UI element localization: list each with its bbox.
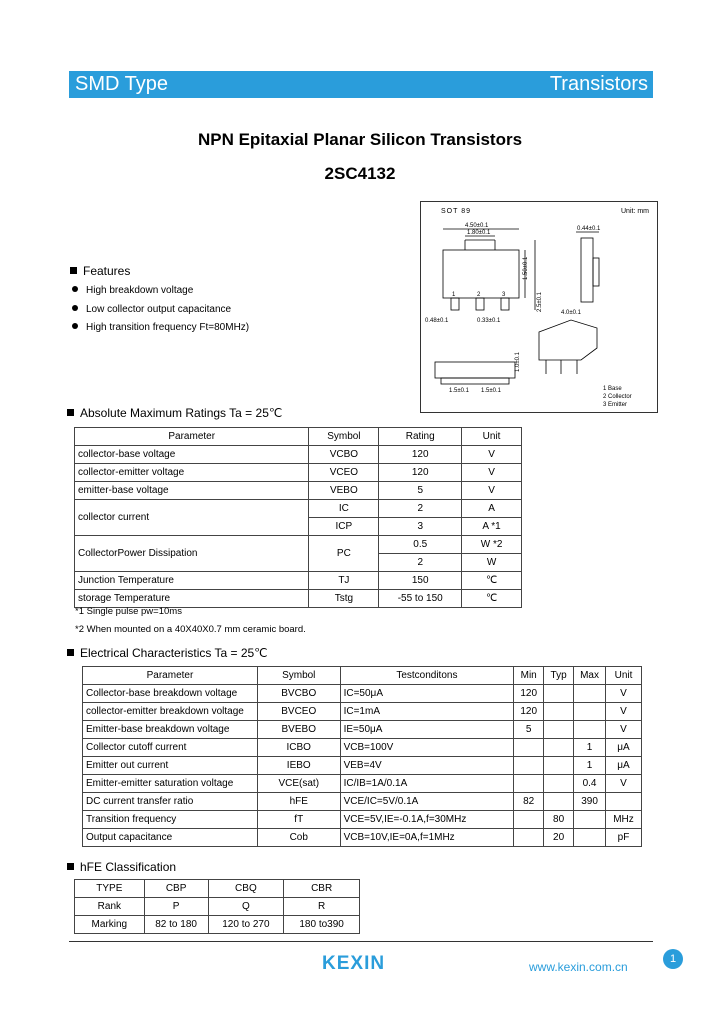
bullet-square-icon (70, 267, 77, 274)
header-right: Transistors (549, 73, 648, 95)
table-row: collector-emitter voltage VCEO 120 V (75, 464, 522, 482)
front-view-leads (441, 378, 509, 384)
abs-max-table (74, 427, 522, 608)
table-header-row (75, 428, 522, 446)
package-unit: Unit: mm (621, 208, 649, 215)
bullet-square-icon (67, 863, 74, 870)
table-row: Collector cutoff current ICBO VCB=100V 1 μA (83, 739, 642, 757)
front-view-body (435, 362, 515, 378)
package-outline-svg (421, 202, 659, 414)
feature-item: Low collector output capacitance (72, 304, 231, 315)
dim-text-9: 4.0±0.1 (561, 310, 581, 316)
dim-text-10: 1.5±0.1 (449, 388, 469, 394)
bullet-dot-icon (72, 305, 78, 311)
table-row: Emitter-base breakdown voltage BVEBO IE=50μA 5 V (83, 721, 642, 739)
table-row: CollectorPower Dissipation PC 0.5 W *2 (75, 536, 522, 554)
feature-item: High transition frequency Ft=80MHz) (72, 322, 249, 333)
dim-text-1: 4.50±0.1 (465, 223, 489, 229)
dim-text-8: 1.0±0.1 (515, 352, 521, 372)
table-row: Output capacitance Cob VCB=10V,IE=0A,f=1MHz 20 pF (83, 829, 642, 847)
table-row: DC current transfer ratio hFE VCE/IC=5V/0.1A 82 390 (83, 793, 642, 811)
side-view-lead (593, 258, 599, 286)
col-header: Parameter (75, 428, 309, 446)
dim-text-6: 0.44±0.1 (577, 226, 601, 232)
table-row: Marking 82 to 180 120 to 270 180 to390 (75, 916, 360, 934)
header-banner (69, 71, 653, 98)
footer-divider (69, 941, 653, 942)
pin-label-3: 3 (502, 292, 506, 298)
table-row: Transition frequency fT VCE=5V,IE=-0.1A,f=30MHz 80 MHz (83, 811, 642, 829)
page-number: 1 (663, 949, 683, 969)
iso-view-leads (546, 360, 577, 374)
pin-label-1: 1 (452, 292, 456, 298)
table-row: collector-base voltage VCBO 120 V (75, 446, 522, 464)
bullet-dot-icon (72, 286, 78, 292)
col-header: Symbol (309, 428, 379, 446)
pin-3-lead (501, 298, 509, 310)
dim-text-5: 1.50±0.1 (523, 256, 529, 280)
iso-view-body (539, 320, 597, 360)
feature-item: High breakdown voltage (72, 285, 193, 296)
document-title: NPN Epitaxial Planar Silicon Transistors (197, 130, 523, 149)
table-row: 2 W (75, 554, 522, 572)
dim-text-11: 1.5±0.1 (481, 388, 501, 394)
footer-website: www.kexin.com.cn (529, 960, 628, 974)
note-2: *2 When mounted on a 40X40X0.7 mm ceramic board. (75, 624, 306, 635)
side-view-body (581, 238, 593, 302)
table-row: collector current IC 2 A (75, 500, 522, 518)
pin-legend-3: 3 Emitter (603, 402, 628, 408)
table-row: Emitter-emitter saturation voltage VCE(sat) IC/IB=1A/0.1A 0.4 V (83, 775, 642, 793)
hfe-table (74, 879, 360, 934)
table-row: collector-emitter breakdown voltage BVCEO IC=1mA 120 V (83, 703, 642, 721)
package-name: SOT 89 (441, 208, 471, 215)
bullet-square-icon (67, 649, 74, 656)
table-row: Junction Temperature TJ 150 ℃ (75, 572, 522, 590)
pin-legend-1: 1 Base (603, 386, 622, 392)
pin-1-lead (451, 298, 459, 310)
hfe-heading: hFE Classification (67, 860, 176, 874)
dim-text-3: 0.48±0.1 (425, 318, 449, 324)
pin-legend-2: 2 Collector (603, 394, 632, 400)
table-row: TYPE CBP CBQ CBR (75, 880, 360, 898)
bullet-dot-icon (72, 323, 78, 329)
col-header: Unit (462, 428, 522, 446)
table-row: Emitter out current IEBO VEB=4V 1 μA (83, 757, 642, 775)
top-view-tab (465, 240, 495, 250)
elec-table (82, 666, 642, 847)
table-row: Rank P Q R (75, 898, 360, 916)
table-row: emitter-base voltage VEBO 5 V (75, 482, 522, 500)
features-heading: Features (70, 264, 130, 278)
dim-text-7: 2.5±0.1 (537, 292, 543, 312)
abs-max-heading: Absolute Maximum Ratings Ta = 25℃ (67, 406, 282, 420)
table-row: ICP 3 A *1 (75, 518, 522, 536)
dim-text-4: 0.33±0.1 (477, 318, 501, 324)
top-view-body (443, 250, 519, 298)
package-drawing (420, 201, 658, 413)
table-row: Collector-base breakdown voltage BVCBO IC=50μA 120 V (83, 685, 642, 703)
bullet-square-icon (67, 409, 74, 416)
table-row: storage Temperature Tstg -55 to 150 ℃ (75, 590, 522, 608)
col-header: Rating (379, 428, 462, 446)
table-header-row: Parameter Symbol Testconditons Min Typ Max Unit (83, 667, 642, 685)
part-number: 2SC4132 (324, 164, 396, 183)
kexin-logo: KEXIN (322, 953, 386, 974)
elec-heading: Electrical Characteristics Ta = 25℃ (67, 646, 268, 660)
pin-2-lead (476, 298, 484, 310)
pin-label-2: 2 (477, 292, 481, 298)
dim-text-2: 1.80±0.1 (467, 230, 491, 236)
header-left: SMD Type (75, 73, 168, 95)
note-1: *1 Single pulse pw=10ms (75, 606, 182, 617)
